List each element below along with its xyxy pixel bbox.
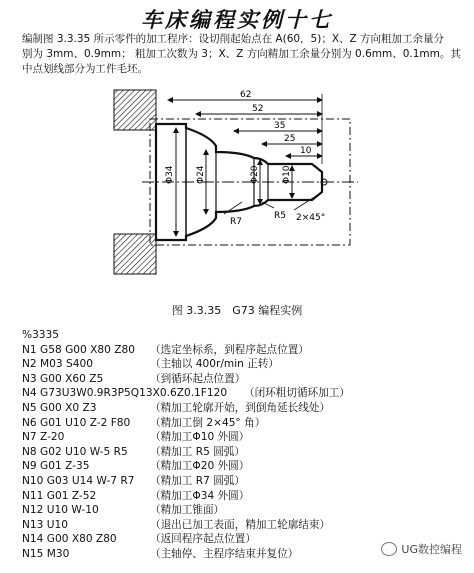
program-code: %3335 [22,329,60,341]
program-code: N14 G00 X80 Z80 [22,533,117,546]
program-comment: （精加工 R5 圆弧） [150,445,245,458]
program-line [22,459,452,474]
program-comment: （精加工轮廓开始，到倒角延长线处） [150,401,331,414]
program-line [22,430,452,445]
program-comment: （精加工锥面） [150,504,225,517]
intro-line: 编制图 3.3.35 所示零件的加工程序：设切削起始点在 A(60，5)；X、Z 方向粗加工余量分 [22,33,445,45]
chat-icon [381,542,397,556]
r5-label: R5 [274,211,286,221]
watermark-text: UG数控编程 [401,543,462,556]
program-code: N13 U10 [22,518,69,531]
program-code: N3 G00 X60 Z5 [22,372,104,385]
program-comment: （精加工倒 2×45° 角） [150,416,266,429]
program-code: N12 U10 W-10 [22,504,99,517]
program-comment: （主轴以 400r/min 正转） [150,358,280,371]
program-line [22,372,452,387]
program-comment: （主轴停、主程序结束并复位） [150,547,299,560]
dia-34-label: Φ34 [165,165,175,184]
intro-line: 别为 3mm、0.9mm； 粗加工次数为 3；X、Z 方向精加工余量分别为 0.6mm、0.1mm。其 [22,48,461,60]
dim-35-label: 35 [274,121,286,131]
part-drawing [112,84,362,296]
dia-24-label: Φ24 [196,165,206,184]
program-line [22,357,452,372]
program-code: N10 G03 U14 W-7 R7 [22,474,135,487]
page-title: 车床编程实例十七 [141,7,333,32]
program-comment: （返回程序起点位置） [150,533,256,546]
program-comment: （精加工 R7 圆弧） [150,474,245,487]
intro-paragraph [22,32,462,77]
program-comment: （退出已加工表面，精加工轮廓结束） [150,518,331,531]
dim-10-label: 10 [300,146,312,156]
chamfer-label: 2×45° [296,213,326,223]
program-line [22,416,452,431]
program-code: N2 M03 S400 [22,358,93,371]
program-line [22,401,452,416]
watermark [381,541,462,557]
program-line [22,343,452,358]
dim-25-label: 25 [284,134,296,144]
program-code: N4 G73U3W0.9R3P5Q13X0.6Z0.1F120 [22,387,228,400]
r7-label: R7 [230,217,242,227]
program-comment: （精加工Φ10 外圆） [150,431,250,444]
program-line [22,503,452,518]
program-comment: （闭环粗切循环加工） [244,387,350,400]
program-code: N5 G00 X0 Z3 [22,401,97,414]
program-listing [22,328,452,562]
intro-line: 中点划线部分为工件毛坯。 [22,63,148,75]
program-comment: （选定坐标系，到程序起点位置） [150,343,309,356]
figure-caption: 图 3.3.35 G73 编程实例 [171,304,303,317]
dia-20-label: Φ20 [250,165,260,184]
program-line [22,445,452,460]
program-code: N11 G01 Z-52 [22,489,97,502]
program-code: N1 G58 G00 X80 Z80 [22,343,135,356]
program-line [22,518,452,533]
program-line [22,328,452,343]
program-code: N15 M30 [22,547,70,560]
program-code: N8 G02 U10 W-5 R5 [22,445,128,458]
program-code: N7 Z-20 [22,431,65,444]
dim-62-label: 62 [240,90,252,100]
program-line [22,474,452,489]
program-comment: （到循环起点位置） [150,372,246,385]
program-line [22,386,452,401]
program-comment: （精加工Φ20 外圆） [150,460,250,473]
program-comment: （精加工Φ34 外圆） [150,489,250,502]
dia-10-label: Φ10 [282,165,292,184]
dim-52-label: 52 [252,104,264,114]
program-code: N9 G01 Z-35 [22,460,90,473]
program-line [22,489,452,504]
program-code: N6 G01 U10 Z-2 F80 [22,416,131,429]
